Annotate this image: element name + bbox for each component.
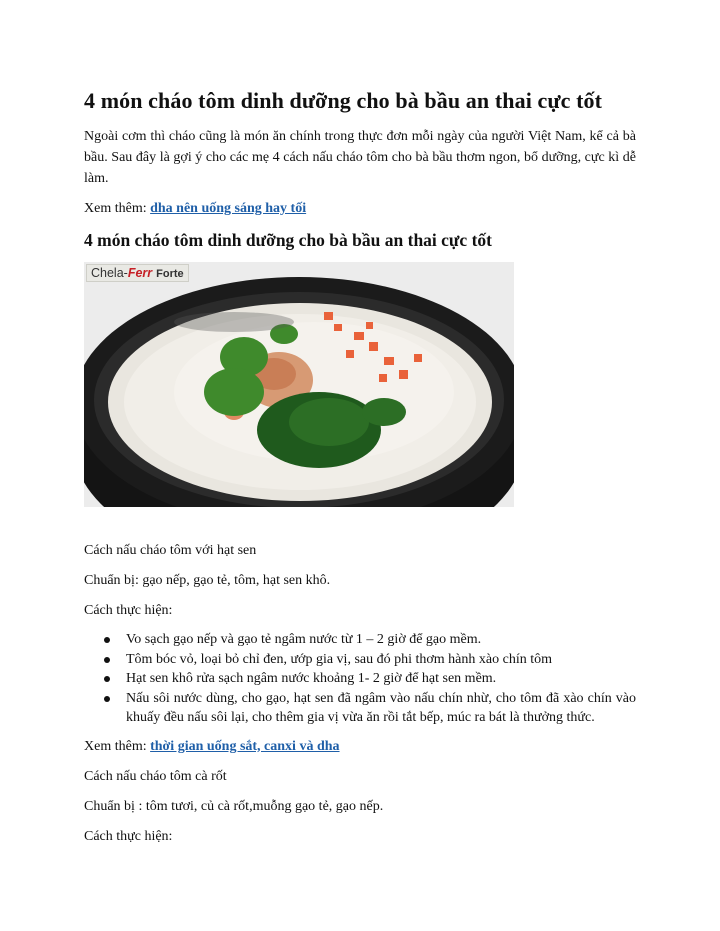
see-more-link-supplements[interactable]: thời gian uống sắt, canxi và dha — [150, 738, 340, 754]
section2-steps-label: Cách thực hiện: — [84, 828, 173, 844]
list-item: Nấu sôi nước dùng, cho gạo, hạt sen đã ngâm vào nấu chín nhừ, cho tôm đã xào chín vào khuấy đều nấu sôi lại, cho thêm gia vị vừa ăn rồi tắt bếp, múc ra bát là thưởng thức. — [126, 689, 636, 728]
article — [84, 86, 636, 856]
page-title: 4 món cháo tôm dinh dưỡng cho bà bầu an thai cực tốt — [84, 88, 603, 113]
see-more-label: Xem thêm: — [84, 738, 151, 754]
section2-ingredients: Chuẩn bị : tôm tươi, củ cà rốt,muỗng gạo tẻ, gạo nếp. — [84, 798, 384, 814]
list-item: Tôm bóc vỏ, loại bỏ chỉ đen, ướp gia vị, sau đó phi thơm hành xào chín tôm — [126, 650, 636, 670]
section1-steps-list — [84, 630, 636, 728]
see-more-line-2 — [84, 736, 636, 757]
list-item: Vo sạch gạo nếp và gạo tẻ ngâm nước từ 1 – 2 giờ để gạo mềm. — [126, 630, 636, 650]
see-more-line-1 — [84, 198, 636, 219]
section-heading: 4 món cháo tôm dinh dưỡng cho bà bầu an thai cực tốt — [84, 230, 492, 250]
list-item: Hạt sen khô rửa sạch ngâm nước khoảng 1- 2 giờ để hạt sen mềm. — [126, 669, 636, 689]
porridge-photo — [84, 262, 514, 507]
bullet-icon — [104, 657, 110, 663]
intro-paragraph: Ngoài cơm thì cháo cũng là món ăn chính trong thực đơn mỗi ngày của người Việt Nam, kể cả bà bầu. Sau đây là gợi ý cho các mẹ 4 cách nấu cháo tôm cho bà bầu thơm ngon, bổ dưỡng, cực kì dễ làm. — [84, 129, 636, 186]
section2-title: Cách nấu cháo tôm cà rốt — [84, 768, 227, 784]
shrimp-porridge-illustration — [84, 262, 514, 507]
bullet-icon — [104, 676, 110, 682]
brand-logo: Chela-Ferr Forte — [86, 264, 189, 282]
section1-steps-label: Cách thực hiện: — [84, 603, 173, 618]
see-more-label: Xem thêm: — [84, 201, 151, 216]
bullet-icon — [104, 637, 110, 643]
section1-title: Cách nấu cháo tôm với hạt sen — [84, 543, 257, 558]
see-more-link-dha[interactable]: dha nên uống sáng hay tối — [150, 201, 307, 216]
section1-ingredients: Chuẩn bị: gạo nếp, gạo tẻ, tôm, hạt sen khô. — [84, 573, 331, 588]
bullet-icon — [104, 696, 110, 702]
